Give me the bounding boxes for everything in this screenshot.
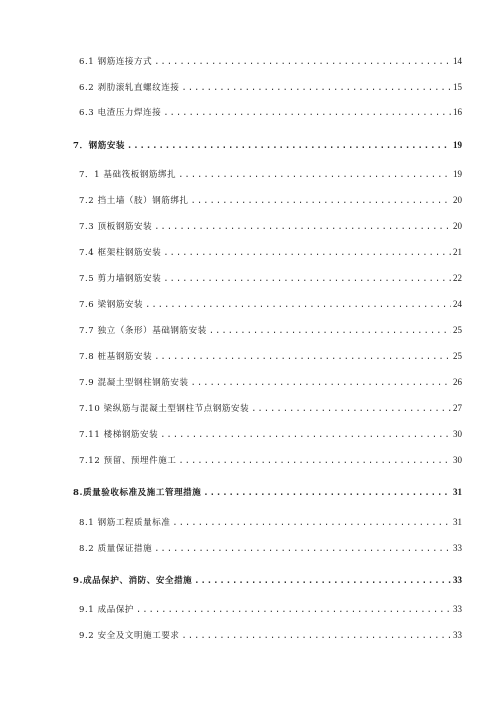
- dot-leader: [145, 299, 451, 311]
- toc-entry-title: 7.4 框架柱钢筋安装: [79, 248, 162, 258]
- toc-entry-title: 7．1 基础筏板钢筋绑扎: [79, 170, 177, 180]
- dot-leader: [209, 325, 451, 337]
- toc-entry-title: 8.2 质量保证措施: [79, 544, 153, 554]
- toc-entry-title: 7.5 剪力墙钢筋安装: [79, 274, 162, 284]
- toc-page-number: 26: [453, 377, 462, 387]
- toc-page-number: 30: [453, 455, 462, 465]
- toc-page-number: 22: [453, 273, 462, 283]
- toc-entry-title: 6.2 剥肋滚轧直螺纹连接: [79, 83, 180, 93]
- toc-entry-title: 7．钢筋安装: [73, 141, 126, 151]
- toc-entry[interactable]: [79, 350, 462, 363]
- toc-entry[interactable]: [79, 81, 462, 94]
- toc-entry-title: 7.9 混凝土型钢柱钢筋安装: [79, 378, 189, 388]
- toc-page-number: 15: [453, 82, 462, 92]
- toc-entry-title: 9.2 安全及文明施工要求: [79, 631, 180, 641]
- toc-entry[interactable]: [79, 298, 462, 311]
- dot-leader: [182, 630, 451, 642]
- toc-entry-title: 7.12 预留、预埋件施工: [79, 456, 177, 466]
- dot-leader: [203, 487, 451, 499]
- dot-leader: [160, 429, 451, 441]
- toc-page-number: 19: [453, 169, 462, 179]
- toc-page-number: 21: [453, 247, 462, 257]
- dot-leader: [154, 543, 451, 555]
- toc-entry-title: 9.成品保护、消防、安全措施: [73, 576, 193, 586]
- toc-entry-title: 9.1 成品保护: [79, 605, 135, 615]
- toc-entry-title: 7.3 顶板钢筋安装: [79, 222, 153, 232]
- toc-entry[interactable]: [79, 542, 462, 555]
- toc-entry[interactable]: [79, 106, 462, 119]
- toc-page-number: 14: [453, 56, 462, 66]
- toc-entry-title: 6.3 电渣压力焊连接: [79, 108, 162, 118]
- toc-page-number: 31: [453, 517, 462, 527]
- dot-leader: [154, 56, 451, 68]
- dot-leader: [191, 195, 451, 207]
- toc-entry-title: 7.11 楼梯钢筋安装: [79, 430, 159, 440]
- dot-leader: [154, 221, 451, 233]
- toc-section-heading[interactable]: [73, 486, 462, 499]
- toc-entry[interactable]: [79, 629, 462, 642]
- toc-page-number: 30: [453, 429, 462, 439]
- toc-entry[interactable]: [79, 428, 462, 441]
- toc-entry[interactable]: [79, 220, 462, 233]
- toc-entry-title: 7.2 挡土墙（肢）钢筋绑扎: [79, 196, 189, 206]
- toc-section-heading[interactable]: [73, 139, 462, 152]
- toc-entry[interactable]: [79, 194, 462, 207]
- toc-page-number: 27: [453, 403, 462, 413]
- dot-leader: [178, 455, 451, 467]
- dot-leader: [163, 247, 451, 259]
- toc-entry-title: 7.8 桩基钢筋安装: [79, 352, 153, 362]
- toc-entry[interactable]: [79, 516, 462, 529]
- dot-leader: [194, 575, 451, 587]
- toc-page-number: 33: [453, 630, 462, 640]
- toc-entry[interactable]: [79, 55, 462, 68]
- dot-leader: [178, 169, 451, 181]
- toc-entry[interactable]: [79, 246, 462, 259]
- dot-leader: [136, 604, 451, 616]
- toc-section-heading[interactable]: [73, 574, 462, 587]
- toc-entry-title: 8.1 钢筋工程质量标准: [79, 518, 171, 528]
- toc-entry[interactable]: [79, 402, 462, 415]
- dot-leader: [127, 140, 451, 152]
- toc-page-number: 33: [453, 543, 462, 553]
- dot-leader: [163, 273, 451, 285]
- toc-entry-title: 7.10 梁纵筋与混凝土型钢柱节点钢筋安装: [79, 404, 250, 414]
- dot-leader: [251, 403, 451, 415]
- toc-page-number: 25: [453, 351, 462, 361]
- toc-page-number: 33: [453, 604, 462, 614]
- toc-entry[interactable]: [79, 168, 462, 181]
- toc-page-number: 31: [453, 487, 462, 497]
- toc-entry[interactable]: [79, 272, 462, 285]
- toc-page-number: 19: [453, 140, 462, 150]
- toc-page-number: 33: [453, 575, 462, 585]
- toc-entry-title: 8.质量验收标准及施工管理措施: [73, 488, 202, 498]
- toc-page-number: 24: [453, 299, 462, 309]
- toc-entry-title: 7.6 梁钢筋安装: [79, 300, 144, 310]
- toc-entry-title: 6.1 钢筋连接方式: [79, 57, 153, 67]
- toc-entry[interactable]: [79, 324, 462, 337]
- dot-leader: [182, 82, 451, 94]
- toc-page-number: 16: [453, 107, 462, 117]
- dot-leader: [163, 107, 451, 119]
- toc-entry-title: 7.7 独立（条形）基础钢筋安装: [79, 326, 207, 336]
- toc-entry[interactable]: [79, 603, 462, 616]
- toc-page-number: 25: [453, 325, 462, 335]
- dot-leader: [172, 517, 451, 529]
- toc-page-number: 20: [453, 195, 462, 205]
- toc-page-number: 20: [453, 221, 462, 231]
- dot-leader: [154, 351, 451, 363]
- toc-entry[interactable]: [79, 376, 462, 389]
- toc-entry[interactable]: [79, 454, 462, 467]
- dot-leader: [191, 377, 451, 389]
